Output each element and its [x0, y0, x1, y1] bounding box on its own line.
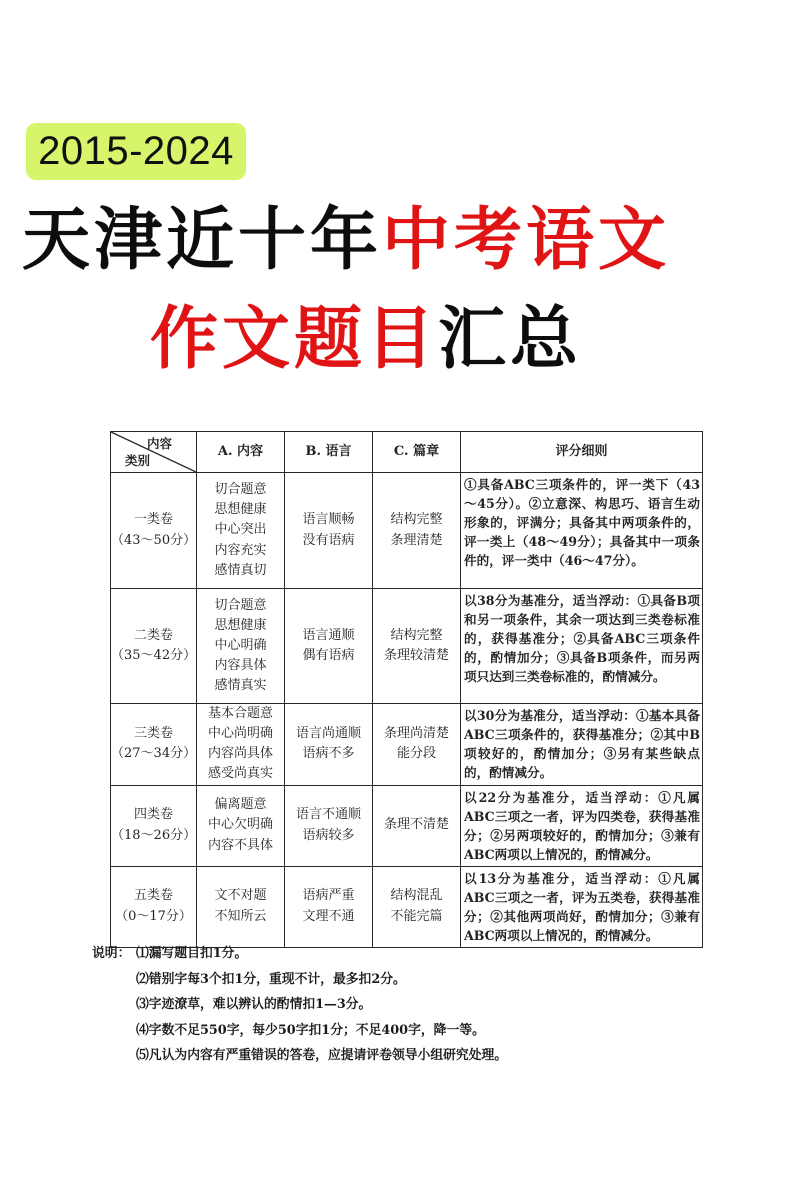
detail-cell: ①具备ABC三项条件的，评一类下（43～45分）。②立意深、构思巧、语言生动形象的，评满分；具备其中两项条件的，评一类上（48～49分）；具备其中一项条件的，评一类中（46～47分）。	[461, 473, 703, 589]
column-header-language: B. 语言	[285, 432, 373, 473]
criterion: 偶有语病	[302, 648, 355, 663]
criterion: 语言通顺	[302, 627, 355, 643]
criterion: 切合题意	[214, 597, 267, 613]
note-text: ⑵错别字每3个扣1分，重现不计，最多扣2分。	[136, 971, 406, 987]
column-header-structure: C. 篇章	[373, 432, 461, 473]
note-item	[92, 992, 507, 1018]
category-name: 二类卷	[133, 627, 173, 643]
criterion: 思想健康	[214, 617, 267, 633]
table-row	[111, 704, 703, 786]
language-cell	[285, 785, 373, 866]
category-name: 三类卷	[133, 726, 173, 742]
criterion: 内容具体	[214, 658, 267, 674]
category-range: （0～17分）	[115, 908, 192, 924]
category-cell	[111, 785, 197, 866]
note-text: ⑴漏写题目扣1分。	[136, 946, 248, 961]
content-cell	[197, 704, 285, 786]
criterion: 中心突出	[214, 522, 267, 538]
criterion: 结构完整	[390, 512, 443, 528]
language-cell	[285, 704, 373, 786]
criterion: 结构完整	[390, 627, 443, 643]
content-cell	[197, 866, 285, 947]
criterion: 文理不通	[302, 908, 355, 924]
year-range-badge	[26, 123, 246, 180]
category-cell	[111, 473, 197, 589]
detail-cell: 以13分为基准分，适当浮动：①凡属ABC三项之一者，评为五类卷，获得基准分；②其他两项尚好，酌情加分；③兼有ABC两项以上情况的，酌情减分。	[461, 866, 703, 947]
criterion: 条理不清楚	[383, 817, 449, 833]
table-row	[111, 473, 703, 589]
category-range: （27～34分）	[111, 746, 197, 762]
corner-top-label: 内容	[146, 436, 172, 451]
column-header-content: A. 内容	[197, 432, 285, 473]
category-name: 一类卷	[133, 512, 173, 528]
language-cell	[285, 866, 373, 947]
structure-cell	[373, 704, 461, 786]
structure-cell	[373, 866, 461, 947]
note-item	[92, 941, 507, 967]
criterion: 能分段	[396, 746, 436, 762]
criterion: 切合题意	[214, 482, 267, 498]
note-text: ⑶字迹潦草，难以辨认的酌情扣1—3分。	[136, 997, 372, 1012]
corner-header-cell	[111, 432, 197, 473]
criterion: 语言不通顺	[295, 807, 361, 823]
note-item	[92, 1018, 507, 1044]
criterion: 偏离题意	[214, 797, 267, 813]
criterion: 条理尚清楚	[383, 726, 449, 742]
criterion: 内容尚具体	[207, 746, 273, 762]
criterion: 结构混乱	[390, 888, 443, 904]
title-black-part: 汇总	[438, 299, 583, 379]
criterion: 语言尚通顺	[295, 726, 361, 742]
category-range: （43～50分）	[111, 532, 197, 548]
page-title-line1	[22, 186, 670, 283]
title-red-part: 中考语文	[382, 200, 671, 280]
category-range: （35～42分）	[111, 648, 197, 663]
note-item	[92, 1043, 507, 1069]
note-item	[92, 967, 507, 993]
criterion: 不知所云	[214, 908, 267, 924]
table-row	[111, 589, 703, 704]
notes-section	[92, 941, 507, 1069]
criterion: 不能完篇	[390, 908, 443, 924]
category-cell	[111, 866, 197, 947]
note-text: ⑸凡认为内容有严重错误的答卷，应提请评卷领导小组研究处理。	[136, 1048, 508, 1063]
criterion: 条理清楚	[390, 532, 443, 548]
criterion: 感受尚真实	[207, 766, 273, 782]
detail-cell: 以22分为基准分，适当浮动：①凡属ABC三项之一者，评为四类卷，获得基准分；②另两项较好的，酌情加分；③兼有ABC两项以上情况的，酌情减分。	[461, 785, 703, 866]
content-cell	[197, 785, 285, 866]
content-cell	[197, 473, 285, 589]
structure-cell	[373, 785, 461, 866]
criterion: 文不对题	[214, 888, 267, 904]
title-red-part: 作文题目	[150, 299, 439, 379]
year-range-text: 2015-2024	[38, 129, 234, 173]
criterion: 内容充实	[214, 542, 267, 558]
category-cell	[111, 589, 197, 704]
criterion: 基本合题意	[207, 706, 273, 721]
notes-label: 说明：	[92, 946, 131, 961]
criterion: 思想健康	[214, 502, 267, 518]
title-black-part: 天津近十年	[22, 200, 383, 280]
criterion: 中心欠明确	[207, 817, 273, 833]
page-title-line2	[150, 285, 582, 382]
criterion: 中心明确	[214, 637, 267, 653]
language-cell	[285, 589, 373, 704]
criterion: 感情真实	[214, 678, 267, 694]
criterion: 语言顺畅	[302, 512, 355, 528]
content-cell	[197, 589, 285, 704]
structure-cell	[373, 473, 461, 589]
criterion: 语病严重	[302, 888, 355, 904]
table-row	[111, 785, 703, 866]
column-header-detail: 评分细则	[461, 432, 703, 473]
note-text: ⑷字数不足550字，每少50字扣1分；不足400字，降一等。	[136, 1022, 485, 1038]
criterion: 中心尚明确	[207, 726, 273, 742]
criterion: 内容不具体	[207, 837, 273, 853]
table-row	[111, 866, 703, 947]
detail-cell: 以38分为基准分，适当浮动：①具备B项和另一项条件，其余一项达到三类卷标准的，获得基准分；②具备ABC三项条件的，酌情加分；③具备B项条件，而另两项只达到三类卷标准的，酌情减分。	[461, 589, 703, 704]
corner-bottom-label: 类别	[125, 452, 151, 468]
language-cell	[285, 473, 373, 589]
category-cell	[111, 704, 197, 786]
category-range: （18～26分）	[111, 827, 197, 843]
criterion: 条理较清楚	[383, 648, 449, 663]
scoring-rubric-table	[110, 431, 703, 948]
criterion: 语病不多	[302, 746, 355, 762]
detail-cell: 以30分为基准分，适当浮动：①基本具备ABC三项条件的，获得基准分；②其中B项较好的，酌情加分；③另有某些缺点的，酌情减分。	[461, 704, 703, 786]
criterion: 没有语病	[302, 532, 355, 548]
structure-cell	[373, 589, 461, 704]
category-name: 五类卷	[133, 888, 173, 904]
category-name: 四类卷	[133, 807, 173, 823]
table-header-row	[111, 432, 703, 473]
criterion: 语病较多	[302, 827, 355, 843]
criterion: 感情真切	[214, 562, 267, 578]
